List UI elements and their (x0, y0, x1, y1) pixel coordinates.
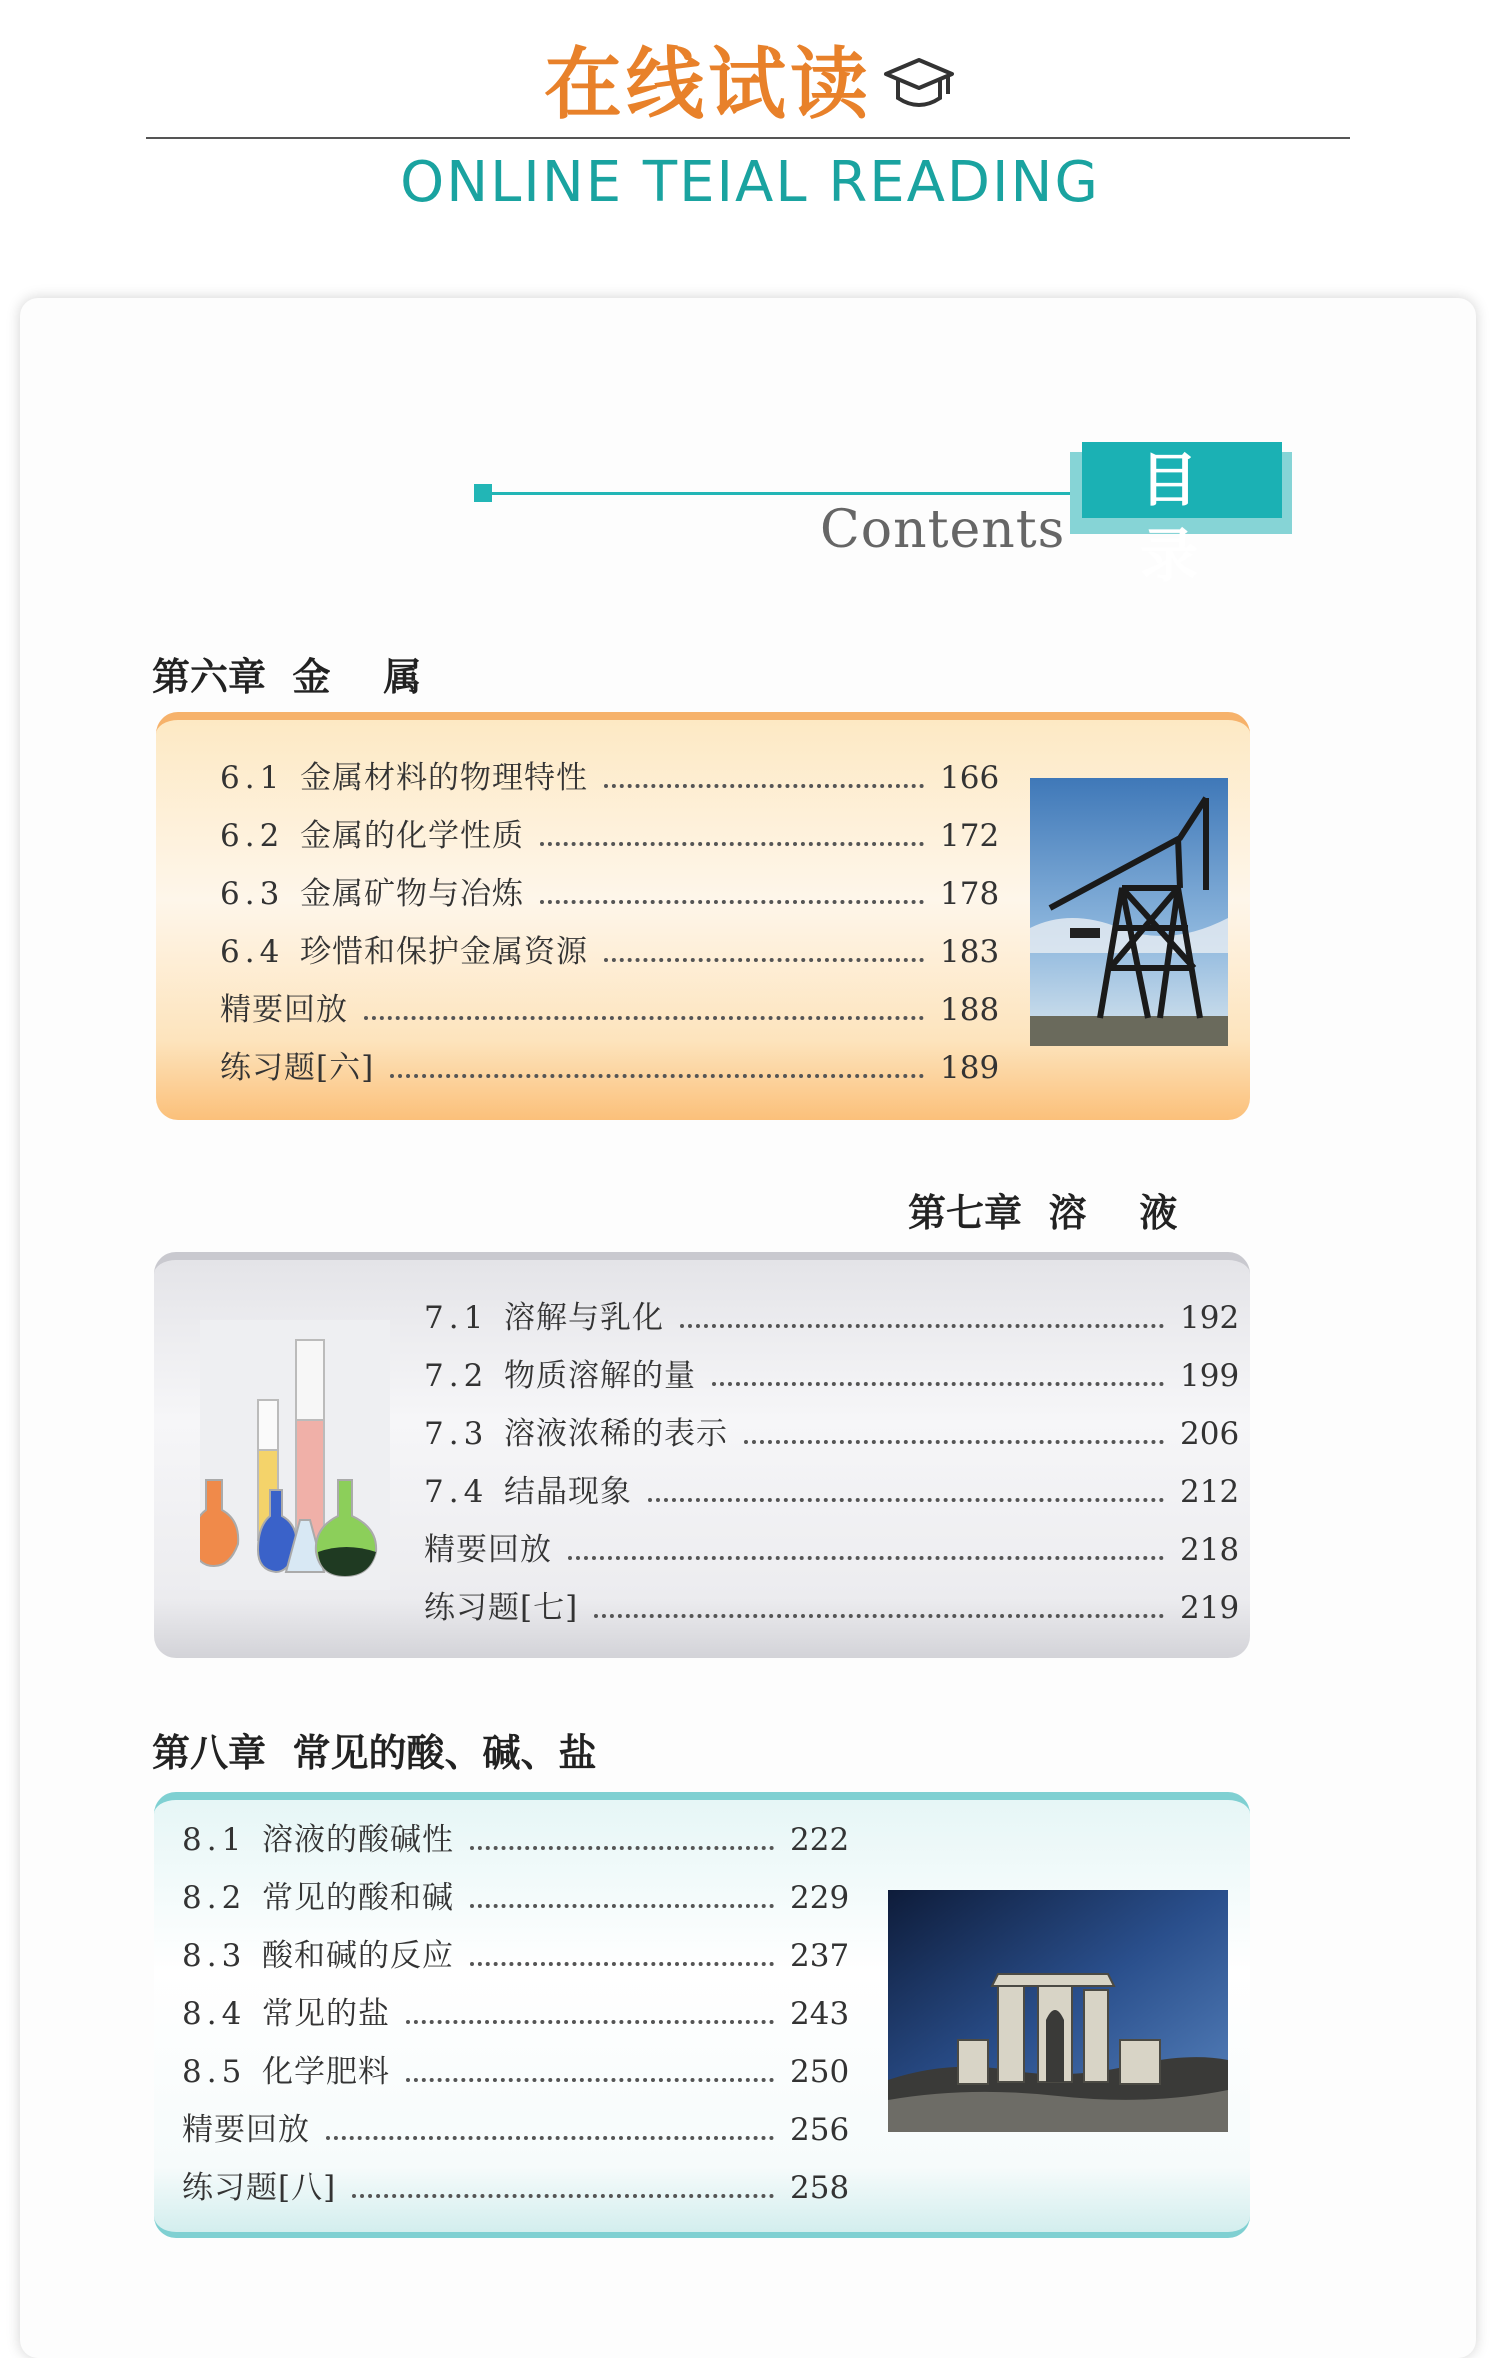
entry-title: 化学肥料 (262, 2054, 390, 2090)
entry-number: 8.2 (182, 1880, 247, 1916)
crane-photo (1030, 778, 1228, 1046)
toc-entry[interactable] (182, 1930, 850, 1975)
entry-number: 8.4 (182, 1996, 247, 2032)
chapter8-heading: 第八章 常见的酸、碱、盐 (152, 1731, 597, 1775)
entry-title: 溶解与乳化 (504, 1300, 664, 1336)
entry-title: 练习题[七] (424, 1590, 579, 1626)
leader-dots (568, 1556, 1164, 1560)
leader-dots (470, 1846, 774, 1850)
toc-entry[interactable] (182, 2162, 850, 2207)
entry-number: 6.2 (220, 818, 285, 854)
entry-title: 酸和碱的反应 (262, 1938, 454, 1974)
entry-title: 练习题[六] (220, 1050, 375, 1086)
toc-entry[interactable] (182, 2046, 850, 2091)
leader-dots (352, 2194, 774, 2198)
entry-number: 6.4 (220, 934, 285, 970)
entry-page: 212 (1180, 1474, 1240, 1510)
entry-page: 199 (1180, 1358, 1240, 1394)
leader-dots (594, 1614, 1164, 1618)
toc-entry[interactable] (220, 926, 1000, 971)
leader-dots (470, 1904, 774, 1908)
entry-title: 练习题[八] (182, 2170, 337, 2206)
leader-dots (680, 1324, 1164, 1328)
entry-number: 6.1 (220, 760, 285, 796)
leader-dots (604, 784, 924, 788)
entry-title: 金属的化学性质 (300, 818, 524, 854)
toc-entry[interactable] (424, 1466, 1240, 1511)
entry-page: 250 (790, 2054, 850, 2090)
entry-page: 166 (940, 760, 1000, 796)
graduation-cap-icon (882, 45, 956, 135)
leader-dots (390, 1074, 924, 1078)
toc-entry[interactable] (220, 984, 1000, 1029)
leader-dots (364, 1016, 924, 1020)
toc-entry[interactable] (220, 868, 1000, 913)
entry-title: 精要回放 (220, 992, 348, 1028)
entry-page: 172 (940, 818, 1000, 854)
entry-number: 6.3 (220, 876, 285, 912)
leader-dots (406, 2020, 774, 2024)
entry-page: 183 (940, 934, 1000, 970)
entry-page: 229 (790, 1880, 850, 1916)
entry-title: 物质溶解的量 (504, 1358, 696, 1394)
toc-entry[interactable] (182, 1814, 850, 1859)
toc-entry[interactable] (424, 1524, 1240, 1569)
chapter7-heading: 第七章 溶 液 (908, 1191, 1178, 1235)
toc-entry[interactable] (220, 1042, 1000, 1087)
mulu-label: 目 录 (1082, 442, 1282, 518)
header-title: 在线试读 (543, 40, 872, 130)
ruins-photo (888, 1890, 1228, 2132)
entry-page: 178 (940, 876, 1000, 912)
leader-dots (406, 2078, 774, 2082)
entry-title: 金属矿物与冶炼 (300, 876, 524, 912)
entry-number: 7.2 (424, 1358, 489, 1394)
leader-dots (540, 842, 924, 846)
entry-page: 188 (940, 992, 1000, 1028)
toc-entry[interactable] (424, 1292, 1240, 1337)
entry-number: 8.5 (182, 2054, 247, 2090)
toc-entry[interactable] (220, 810, 1000, 855)
leader-dots (326, 2136, 774, 2140)
entry-page: 206 (1180, 1416, 1240, 1452)
contents-line (480, 492, 1074, 495)
entry-title: 溶液浓稀的表示 (504, 1416, 728, 1452)
entry-title: 金属材料的物理特性 (300, 760, 588, 796)
toc-entry[interactable] (182, 2104, 850, 2149)
contents-label: Contents (820, 500, 1066, 560)
chapter6-heading: 第六章 金 属 (152, 655, 422, 699)
entry-title: 精要回放 (424, 1532, 552, 1568)
lab-glassware-photo (200, 1320, 390, 1590)
entry-page: 243 (790, 1996, 850, 2032)
toc-entry[interactable] (424, 1582, 1240, 1627)
entry-title: 结晶现象 (504, 1474, 632, 1510)
entry-number: 8.3 (182, 1938, 247, 1974)
entry-page: 218 (1180, 1532, 1240, 1568)
toc-entry[interactable] (182, 1872, 850, 1917)
leader-dots (648, 1498, 1164, 1502)
entry-title: 溶液的酸碱性 (262, 1822, 454, 1858)
entry-page: 256 (790, 2112, 850, 2148)
toc-entry[interactable] (424, 1408, 1240, 1453)
header-rule (146, 137, 1350, 139)
entry-number: 7.1 (424, 1300, 489, 1336)
page-header (0, 22, 1500, 135)
entry-title: 常见的酸和碱 (262, 1880, 454, 1916)
leader-dots (744, 1440, 1164, 1444)
entry-title: 精要回放 (182, 2112, 310, 2148)
toc-entry[interactable] (424, 1350, 1240, 1395)
leader-dots (540, 900, 924, 904)
entry-number: 8.1 (182, 1822, 247, 1858)
toc-entry[interactable] (220, 752, 1000, 797)
entry-title: 珍惜和保护金属资源 (300, 934, 588, 970)
leader-dots (604, 958, 924, 962)
entry-page: 222 (790, 1822, 850, 1858)
leader-dots (712, 1382, 1164, 1386)
entry-page: 192 (1180, 1300, 1240, 1336)
header-subtitle: ONLINE TEIAL READING (400, 150, 1100, 215)
entry-page: 237 (790, 1938, 850, 1974)
entry-number: 7.4 (424, 1474, 489, 1510)
entry-number: 7.3 (424, 1416, 489, 1452)
entry-page: 219 (1180, 1590, 1240, 1626)
entry-title: 常见的盐 (262, 1996, 390, 2032)
toc-entry[interactable] (182, 1988, 850, 2033)
entry-page: 189 (940, 1050, 1000, 1086)
entry-page: 258 (790, 2170, 850, 2206)
leader-dots (470, 1962, 774, 1966)
